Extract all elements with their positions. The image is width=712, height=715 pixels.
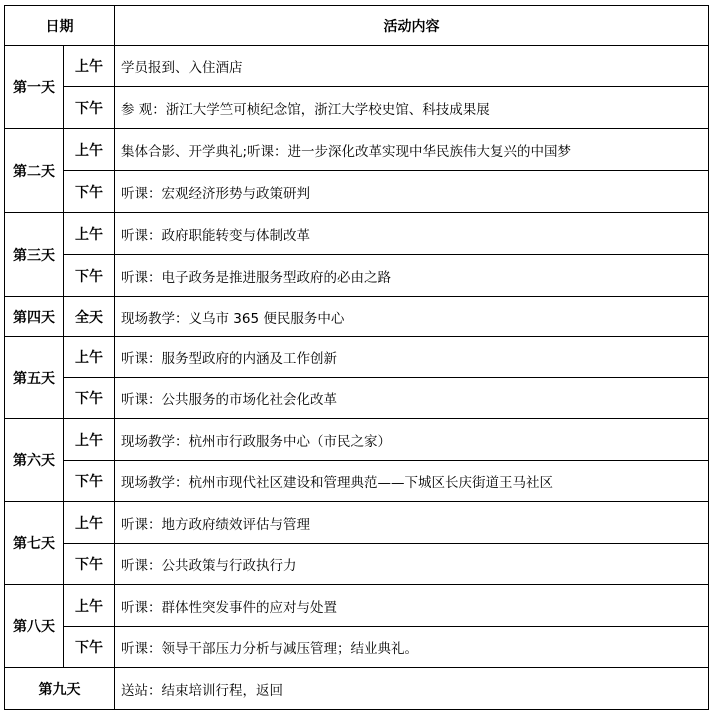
header-activity: 活动内容 [115,6,709,46]
day-label: 第八天 [5,585,64,668]
session-label: 下午 [64,461,115,502]
activity-content: 集体合影、开学典礼;听课：进一步深化改革实现中华民族伟大复兴的中国梦 [115,129,709,171]
schedule-row [5,46,709,87]
activity-content: 现场教学：杭州市行政服务中心（市民之家） [115,419,709,461]
activity-content: 听课：政府职能转变与体制改革 [115,213,709,255]
day-label: 第九天 [5,668,115,710]
session-label: 上午 [64,129,115,171]
activity-content: 听课：群体性突发事件的应对与处置 [115,585,709,627]
schedule-row [5,213,709,255]
activity-content: 听课：宏观经济形势与政策研判 [115,171,709,213]
activity-content: 听课：公共政策与行政执行力 [115,544,709,585]
activity-content: 现场教学：义乌市 365 便民服务中心 [115,297,709,337]
header-row [5,6,709,46]
session-label: 下午 [64,627,115,668]
schedule-row [5,337,709,378]
schedule-table [4,5,709,710]
activity-content: 现场教学：杭州市现代社区建设和管理典范——下城区长庆街道王马社区 [115,461,709,502]
day-label: 第一天 [5,46,64,129]
activity-content: 听课：电子政务是推进服务型政府的必由之路 [115,255,709,297]
schedule-row [5,627,709,668]
session-label: 上午 [64,46,115,87]
activity-content: 听课：地方政府绩效评估与管理 [115,502,709,544]
session-label: 上午 [64,585,115,627]
activity-content: 学员报到、入住酒店 [115,46,709,87]
session-label: 全天 [64,297,115,337]
session-label: 下午 [64,378,115,419]
session-label: 上午 [64,502,115,544]
day-label: 第四天 [5,297,64,337]
schedule-row [5,378,709,419]
activity-content: 听课：服务型政府的内涵及工作创新 [115,337,709,378]
day-label: 第三天 [5,213,64,297]
schedule-row [5,419,709,461]
day-label: 第六天 [5,419,64,502]
schedule-row [5,87,709,129]
schedule-row [5,668,709,710]
session-label: 上午 [64,337,115,378]
schedule-body [5,46,709,710]
activity-content: 听课：领导干部压力分析与减压管理；结业典礼。 [115,627,709,668]
activity-content: 参 观：浙江大学竺可桢纪念馆，浙江大学校史馆、科技成果展 [115,87,709,129]
day-label: 第五天 [5,337,64,419]
session-label: 下午 [64,544,115,585]
schedule-row [5,255,709,297]
activity-content: 送站：结束培训行程，返回 [115,668,709,710]
session-label: 上午 [64,213,115,255]
session-label: 下午 [64,171,115,213]
day-label: 第二天 [5,129,64,213]
day-label: 第七天 [5,502,64,585]
session-label: 上午 [64,419,115,461]
session-label: 下午 [64,87,115,129]
schedule-row [5,544,709,585]
schedule-row [5,585,709,627]
schedule-row [5,171,709,213]
schedule-row [5,129,709,171]
schedule-row [5,502,709,544]
schedule-row [5,461,709,502]
session-label: 下午 [64,255,115,297]
activity-content: 听课：公共服务的市场化社会化改革 [115,378,709,419]
schedule-row [5,297,709,337]
header-date: 日期 [5,6,115,46]
